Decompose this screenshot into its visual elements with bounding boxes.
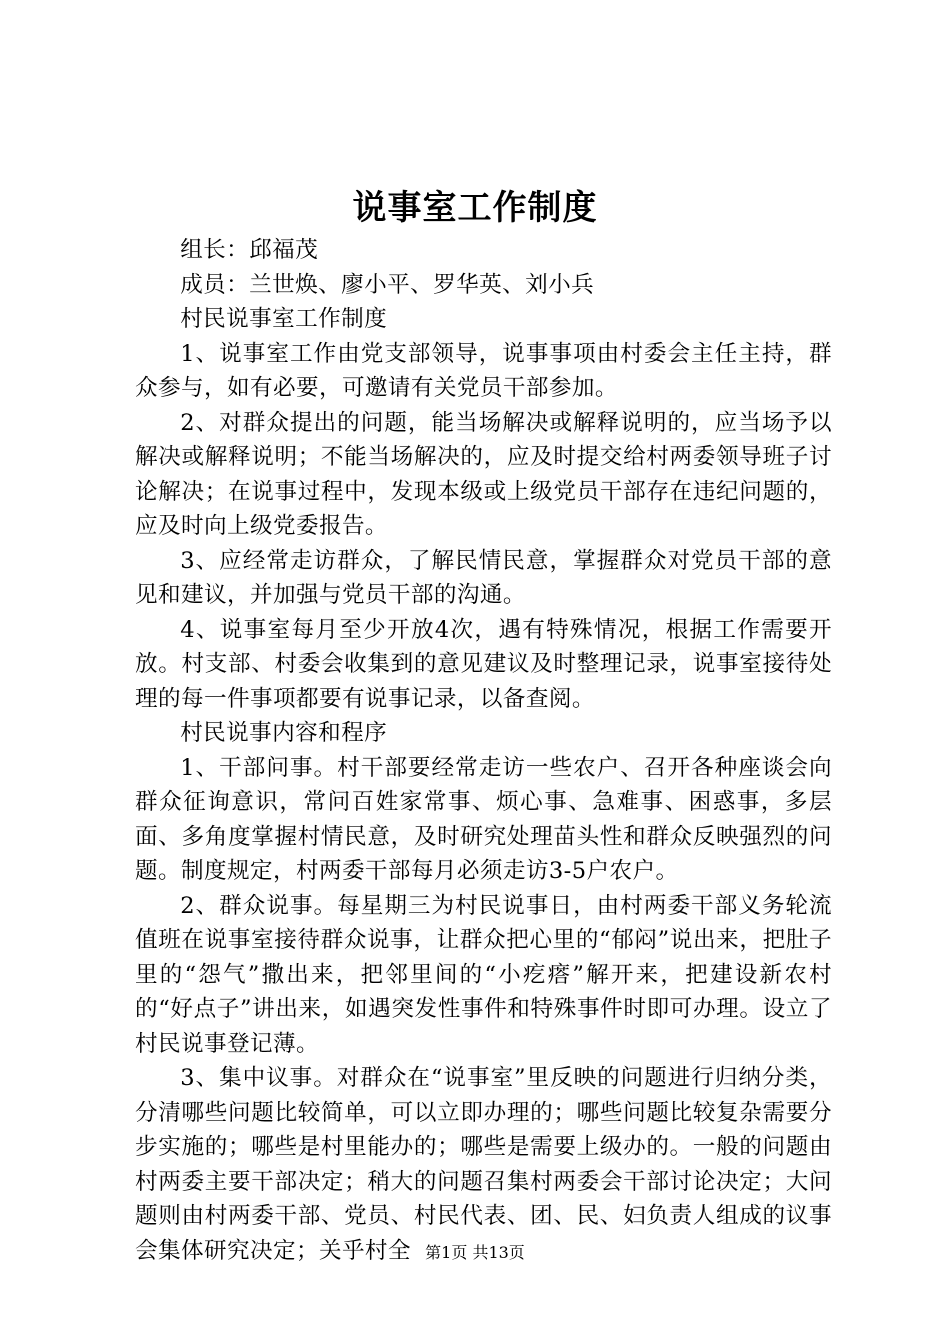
paragraph-procedure-1: 1、干部问事。村干部要经常走访一些农户、召开各种座谈会向群众征询意识，常问百姓家常事、烦心事、急难事、困惑事，多层面、多角度掌握村情民意，及时研究处理苗头性和群众反映强烈的问题。制度规定，村两委干部每月必须走访3-5户农户。 xyxy=(135,754,832,884)
section-heading-work-rules: 村民说事室工作制度 xyxy=(180,306,388,332)
paragraph-procedure-3: 3、集中议事。对群众在“说事室”里反映的问题进行归纳分类，分清哪些问题比较简单，可以立即办理的；哪些问题比较复杂需要分步实施的；哪些是村里能办的；哪些是需要上级办的。一般的问题由村两委主要干部决定；稍大的问题召集村两委会干部讨论决定；大问题则由村两委干部、党员、村民代表、团、民、妇负责人组成的议事会集体研究决定；关乎村全 xyxy=(135,1065,832,1264)
paragraph-procedure-2: 2、群众说事。每星期三为村民说事日，由村两委干部义务轮流值班在说事室接待群众说事，让群众把心里的“郁闷”说出来，把肚子里的“怨气”撒出来，把邻里间的“小疙瘩”解开来，把建设新农村的“好点子”讲出来，如遇突发性事件和特殊事件时即可办理。设立了村民说事登记薄。 xyxy=(135,892,832,1057)
page-footer: 第1页 共13页 xyxy=(425,1243,525,1262)
paragraph-rule-4: 4、说事室每月至少开放4次，遇有特殊情况，根据工作需要开放。村支部、村委会收集到的意见建议及时整理记录，说事室接待处理的每一件事项都要有说事记录，以备查阅。 xyxy=(135,616,832,712)
section-heading-content-procedure: 村民说事内容和程序 xyxy=(180,720,388,746)
paragraph-rule-1: 1、说事室工作由党支部领导，说事事项由村委会主任主持，群众参与，如有必要，可邀请有关党员干部参加。 xyxy=(135,340,832,401)
paragraph-members: 成员：兰世焕、廖小平、罗华英、刘小兵 xyxy=(180,271,595,298)
document-body xyxy=(135,233,832,1268)
document-title: 说事室工作制度 xyxy=(352,188,598,228)
paragraph-leader: 组长：邱福茂 xyxy=(180,237,319,263)
paragraph-rule-3: 3、应经常走访群众，了解民情民意，掌握群众对党员干部的意见和建议，并加强与党员干部的沟通。 xyxy=(135,547,832,608)
paragraph-rule-2: 2、对群众提出的问题，能当场解决或解释说明的，应当场予以解决或解释说明；不能当场解决的，应及时提交给村两委领导班子讨论解决；在说事过程中，发现本级或上级党员干部存在违纪问题的，应及时向上级党委报告。 xyxy=(135,409,832,539)
